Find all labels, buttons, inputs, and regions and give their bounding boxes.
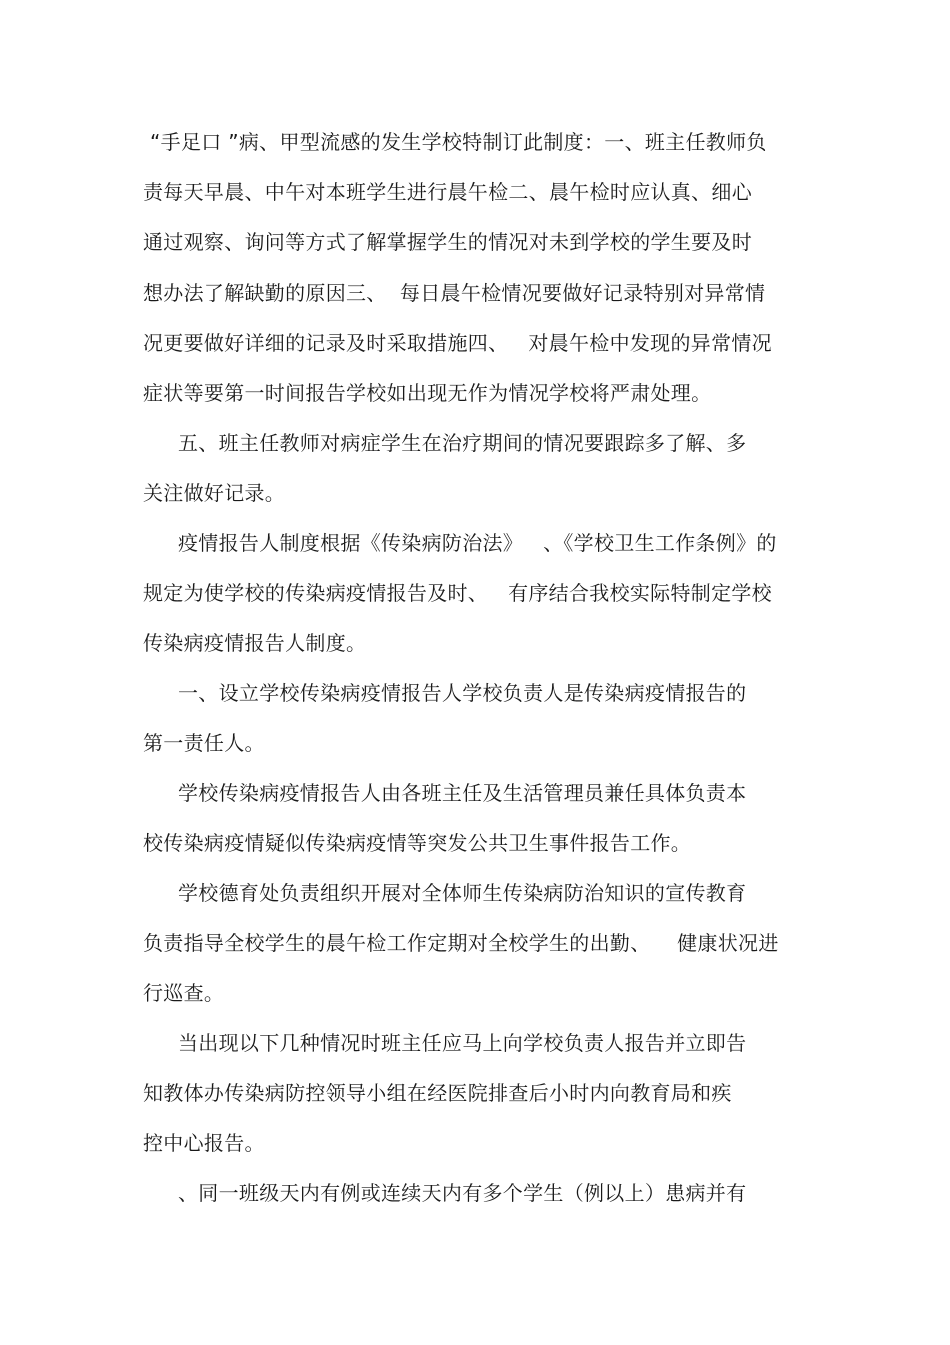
text-line: 责每天早晨、中午对本班学生进行晨午检二、晨午检时应认真、细心 — [143, 180, 752, 204]
text-line: 传染病疫情报告人制度。 — [143, 631, 367, 655]
text-line: “手足口 ”病、甲型流感的发生学校特制订此制度：一、班主任教师负 — [150, 130, 767, 154]
text-line: 况更要做好详细的记录及时采取措施四、 对晨午检中发现的异常情况 — [143, 331, 772, 355]
text-line: 知教体办传染病防控领导小组在经医院排查后小时内向教育局和疾 — [143, 1081, 732, 1105]
text-line: 行巡查。 — [143, 981, 225, 1005]
text-line: 想办法了解缺勤的原因三、 每日晨午检情况要做好记录特别对异常情 — [143, 281, 766, 305]
text-line: 一、设立学校传染病疫情报告人学校负责人是传染病疫情报告的 — [178, 681, 747, 705]
text-line: 第一责任人。 — [143, 731, 265, 755]
text-line: 校传染病疫情疑似传染病疫情等突发公共卫生事件报告工作。 — [143, 831, 692, 855]
text-line: 控中心报告。 — [143, 1131, 265, 1155]
text-line: 学校德育处负责组织开展对全体师生传染病防治知识的宣传教育 — [178, 881, 747, 905]
text-line: 症状等要第一时间报告学校如出现无作为情况学校将严肃处理。 — [143, 381, 712, 405]
text-line: 规定为使学校的传染病疫情报告及时、 有序结合我校实际特制定学校 — [143, 581, 772, 605]
text-line: 学校传染病疫情报告人由各班主任及生活管理员兼任具体负责本 — [178, 781, 747, 805]
text-line: 疫情报告人制度根据《传染病防治法》 、《学校卫生工作条例》的 — [178, 531, 777, 555]
text-line: 通过观察、询问等方式了解掌握学生的情况对未到学校的学生要及时 — [143, 230, 752, 254]
text-line: 五、班主任教师对病症学生在治疗期间的情况要跟踪多了解、多 — [178, 431, 747, 455]
text-line: 关注做好记录。 — [143, 481, 286, 505]
text-line: 负责指导全校学生的晨午检工作定期对全校学生的出勤、 健康状况进 — [143, 931, 779, 955]
text-line: 当出现以下几种情况时班主任应马上向学校负责人报告并立即告 — [178, 1031, 747, 1055]
text-line: 、同一班级天内有例或连续天内有多个学生（例以上）患病并有 — [178, 1181, 747, 1205]
